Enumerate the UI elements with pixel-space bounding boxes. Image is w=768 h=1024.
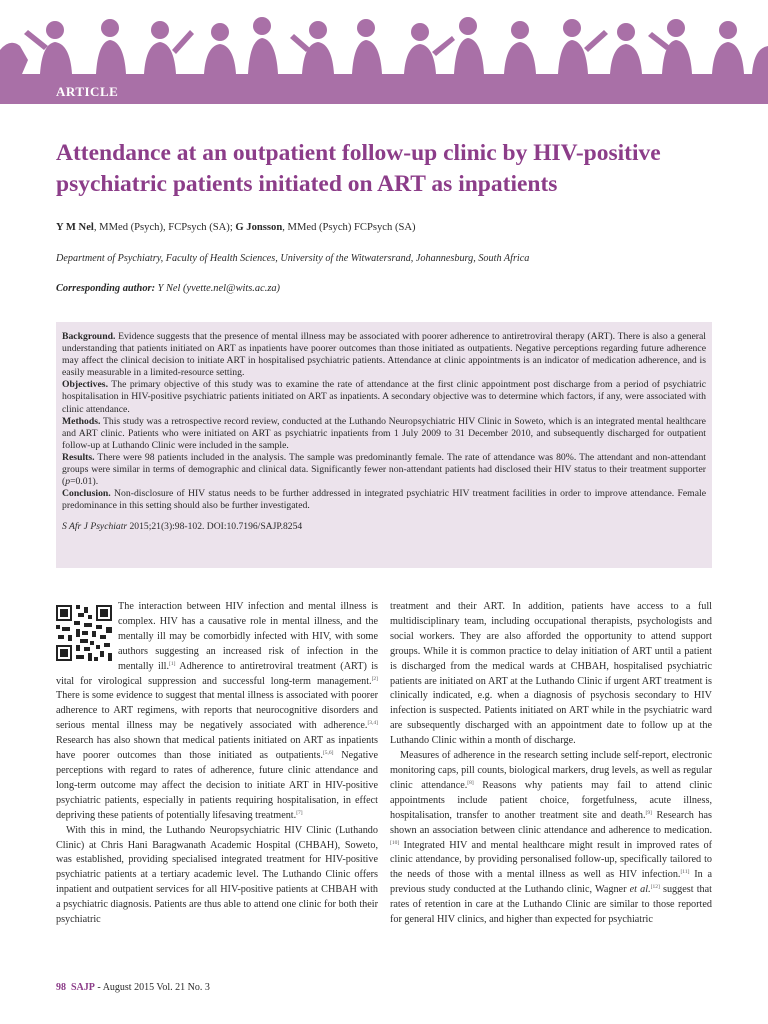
qr-wrap-spacer <box>56 600 118 662</box>
corresponding-author-label: Corresponding author: <box>56 283 156 294</box>
author-degrees: , MMed (Psych), FCPsych (SA); <box>93 222 236 233</box>
body-paragraph: treatment and their ART. In addition, patients have access to a full multidisciplinary team, including occupational therapists, psychologists and social workers. They are also afforded the opportunity to attend support groups. While it is common practice to delay initiation of ART until a patient is discharged from the medical wards at CHBAH, hospitalised psychiatric patients are initiated on ART at the Luthando Clinic if urgent ART treatment is clinically indicated, e.g. when a diagnosis of psychosis secondary to HIV infection is suspected. Patients initiated on ART while in the psychiatric ward are subsequently discharged with an appointment date to follow up at the Luthando Clinic within a month of discharge. <box>390 601 712 747</box>
abstract-text: Evidence suggests that the presence of mental illness may be associated with poorer adherence to antiretroviral therapy (ART). There is also a general understanding that patients initiated on ART as inpatients have poorer outcomes than those initiated as outpatients. Negative perceptions regarding future adherence may affect the clinical decision to initiate ART in hospitalised psychiatric patients. Attendance at clinic appointments is an indicator of medication adherence, and is easily measurable in a limited-resource setting. <box>62 331 706 379</box>
abstract-heading: Conclusion. <box>62 488 111 500</box>
body-paragraph <box>56 600 378 824</box>
reference-marker[interactable]: [5,6] <box>322 750 334 757</box>
body-text: Research has also shown that medical patients initiated on ART as inpatients have poorer outcomes than those initiated as outpatients. <box>56 735 378 762</box>
body-text: Measures of adherence in the research setting include self-report, electronic monitoring caps, pill counts, biological markers, drug levels, as well as regular clinic attendance. <box>390 750 712 791</box>
reference-marker[interactable]: [11] <box>680 869 690 876</box>
abstract-methods <box>62 416 706 452</box>
citation <box>62 521 706 533</box>
page-number: 98 <box>56 982 66 993</box>
abstract-heading: Background. <box>62 331 116 342</box>
abstract-text: The primary objective of this study was to examine the rate of attendance at the first clinic appointment post discharge from a period of psychiatric hospitalisation in HIV-positive psychiatric patients initiated on ART as inpatients. A secondary objective was to determine which factors, if any, were associated with clinic attendance. <box>62 379 706 415</box>
article-banner <box>0 0 768 104</box>
footer-separator: - <box>94 982 103 993</box>
body-paragraph <box>390 749 712 928</box>
reference-marker[interactable]: [8] <box>467 779 474 786</box>
reference-marker[interactable]: [9] <box>645 809 652 816</box>
abstract-text: Non-disclosure of HIV status needs to be further addressed in integrated psychiatric HIV treatment facilities in order to improve attendance. Female predominance in this setting should also be further investigated. <box>62 488 706 512</box>
body-text: Negative perceptions with regard to rates of adherence, future clinic attendance and long-term outcome may affect the decision to initiate ART in HIV-positive psychiatric patients, especially in patients requiring hospitalisation, in effect depriving these patients of potentially lifesaving treatment. <box>56 750 378 821</box>
body-text: Reasons why patients may fail to attend clinic appointments include patient choice, forgetfulness, acute illness, hospitalisation, transfer to another treatment site and death. <box>390 779 712 821</box>
abstract-results <box>62 452 706 488</box>
body-column-right <box>390 600 712 928</box>
abstract-heading: Results. <box>62 451 95 463</box>
p-value-symbol: p <box>65 476 71 488</box>
abstract-objectives <box>62 379 706 415</box>
body-paragraph: With this in mind, the Luthando Neuropsychiatric HIV Clinic (Luthando Clinic) at Chris Hani Baragwanath Academic Hospital (CHBAH), Soweto, was established, providing specialised integrated treatment for HIV-positive psychiatric patients at a tertiary academic level. The Luthando Clinic offers inpatient and outpatient services for all HIV-positive patients at CHBAH with a psychiatric diagnosis. Patients are thus able to attend one clinic for both their psychiatric <box>56 824 378 926</box>
abstract-heading: Objectives. <box>62 379 109 391</box>
article-type-label: ARTICLE <box>56 84 119 99</box>
citation-journal: S Afr J Psychiatr <box>62 521 128 533</box>
body-text: suggest that rates of retention in care at the Luthando Clinic are similar to those reported for general HIV clinics, and higher than expected for psychiatric <box>390 884 713 926</box>
corresponding-author <box>56 283 280 294</box>
abstract-text: There were 98 patients included in the analysis. The sample was predominantly female. The rate of attendance was 80%. The attendant and non-attendant groups were similar in terms of demographic and clinical data. Significantly fewer non-attendant patients had disclosed their HIV status to their treatment supporter ( <box>62 451 706 488</box>
abstract-conclusion <box>62 488 706 512</box>
issue-info: August 2015 Vol. 21 No. 3 <box>102 982 210 993</box>
body-text: Integrated HIV and mental healthcare might result in improved rates of clinic attendance, by providing personalised follow-up, specifically tailored to the needs of those with a mental illness as well as HIV infection. <box>390 839 712 881</box>
affiliation: Department of Psychiatry, Faculty of Health Sciences, University of the Witwatersrand, Johannesburg, South Africa <box>56 253 530 264</box>
abstract-text: This study was a retrospective record review, conducted at the Luthando Neuropsychiatric HIV Clinic in Soweto, which is an integrated mental healthcare and ART clinic. Patients who were initiated on ART as psychiatric inpatients from 1 July 2009 to 31 December 2010, and subsequently discharged for outpatient follow-up at Luthando Clinic were included in the sample. <box>62 415 706 451</box>
body-text: In a previous study conducted at the Luthando clinic, Wagner <box>390 869 712 896</box>
reference-marker[interactable]: [12] <box>650 884 660 891</box>
body-column-left <box>56 600 378 928</box>
page-footer <box>56 982 210 993</box>
reference-marker[interactable]: [3,4] <box>367 720 378 727</box>
author-degrees: , MMed (Psych) FCPsych (SA) <box>282 222 416 233</box>
reference-marker[interactable]: [1] <box>169 660 176 667</box>
corresponding-author-contact: Y Nel (yvette.nel@wits.ac.za) <box>155 283 281 294</box>
article-title: Attendance at an outpatient follow-up clinic by HIV-positive psychiatric patients initiated on ART as inpatients <box>56 140 661 197</box>
abstract-text: =0.01). <box>70 476 99 488</box>
reference-marker[interactable]: [10] <box>390 839 400 846</box>
abstract-box <box>56 322 712 568</box>
author-line <box>56 222 416 233</box>
abstract-heading: Methods. <box>62 415 101 427</box>
abstract-background <box>62 331 706 379</box>
body-text: There is some evidence to suggest that mental illness is associated with poorer adherence to ART regimens, with reports that neurocognitive disorders and serious mental illness may be negatively associated with adherence. <box>56 690 378 732</box>
author-name: Y M Nel <box>56 222 94 233</box>
journal-abbrev: SAJP <box>71 982 95 993</box>
body-text: Adherence to antiretroviral treatment (ART) is vital for virological suppression and successful long-term management. <box>56 660 378 687</box>
body-text: Research has shown an association between clinic attendance and adherence to medication. <box>390 809 712 836</box>
citation-details: 2015;21(3):98-102. DOI:10.7196/SAJP.8254 <box>127 521 303 533</box>
body-text: The interaction between HIV infection and mental illness is complex. HIV has a causative role in mental illness, and the mentally ill may be comorbidly infected with HIV, with some authors suggesting an increased risk of infection in the mentally ill. <box>118 601 378 672</box>
author-name: G Jonsson <box>235 222 283 233</box>
reference-marker[interactable]: [7] <box>296 809 303 816</box>
reference-marker[interactable]: [2] <box>371 675 378 682</box>
et-al-text: et al. <box>629 884 651 896</box>
